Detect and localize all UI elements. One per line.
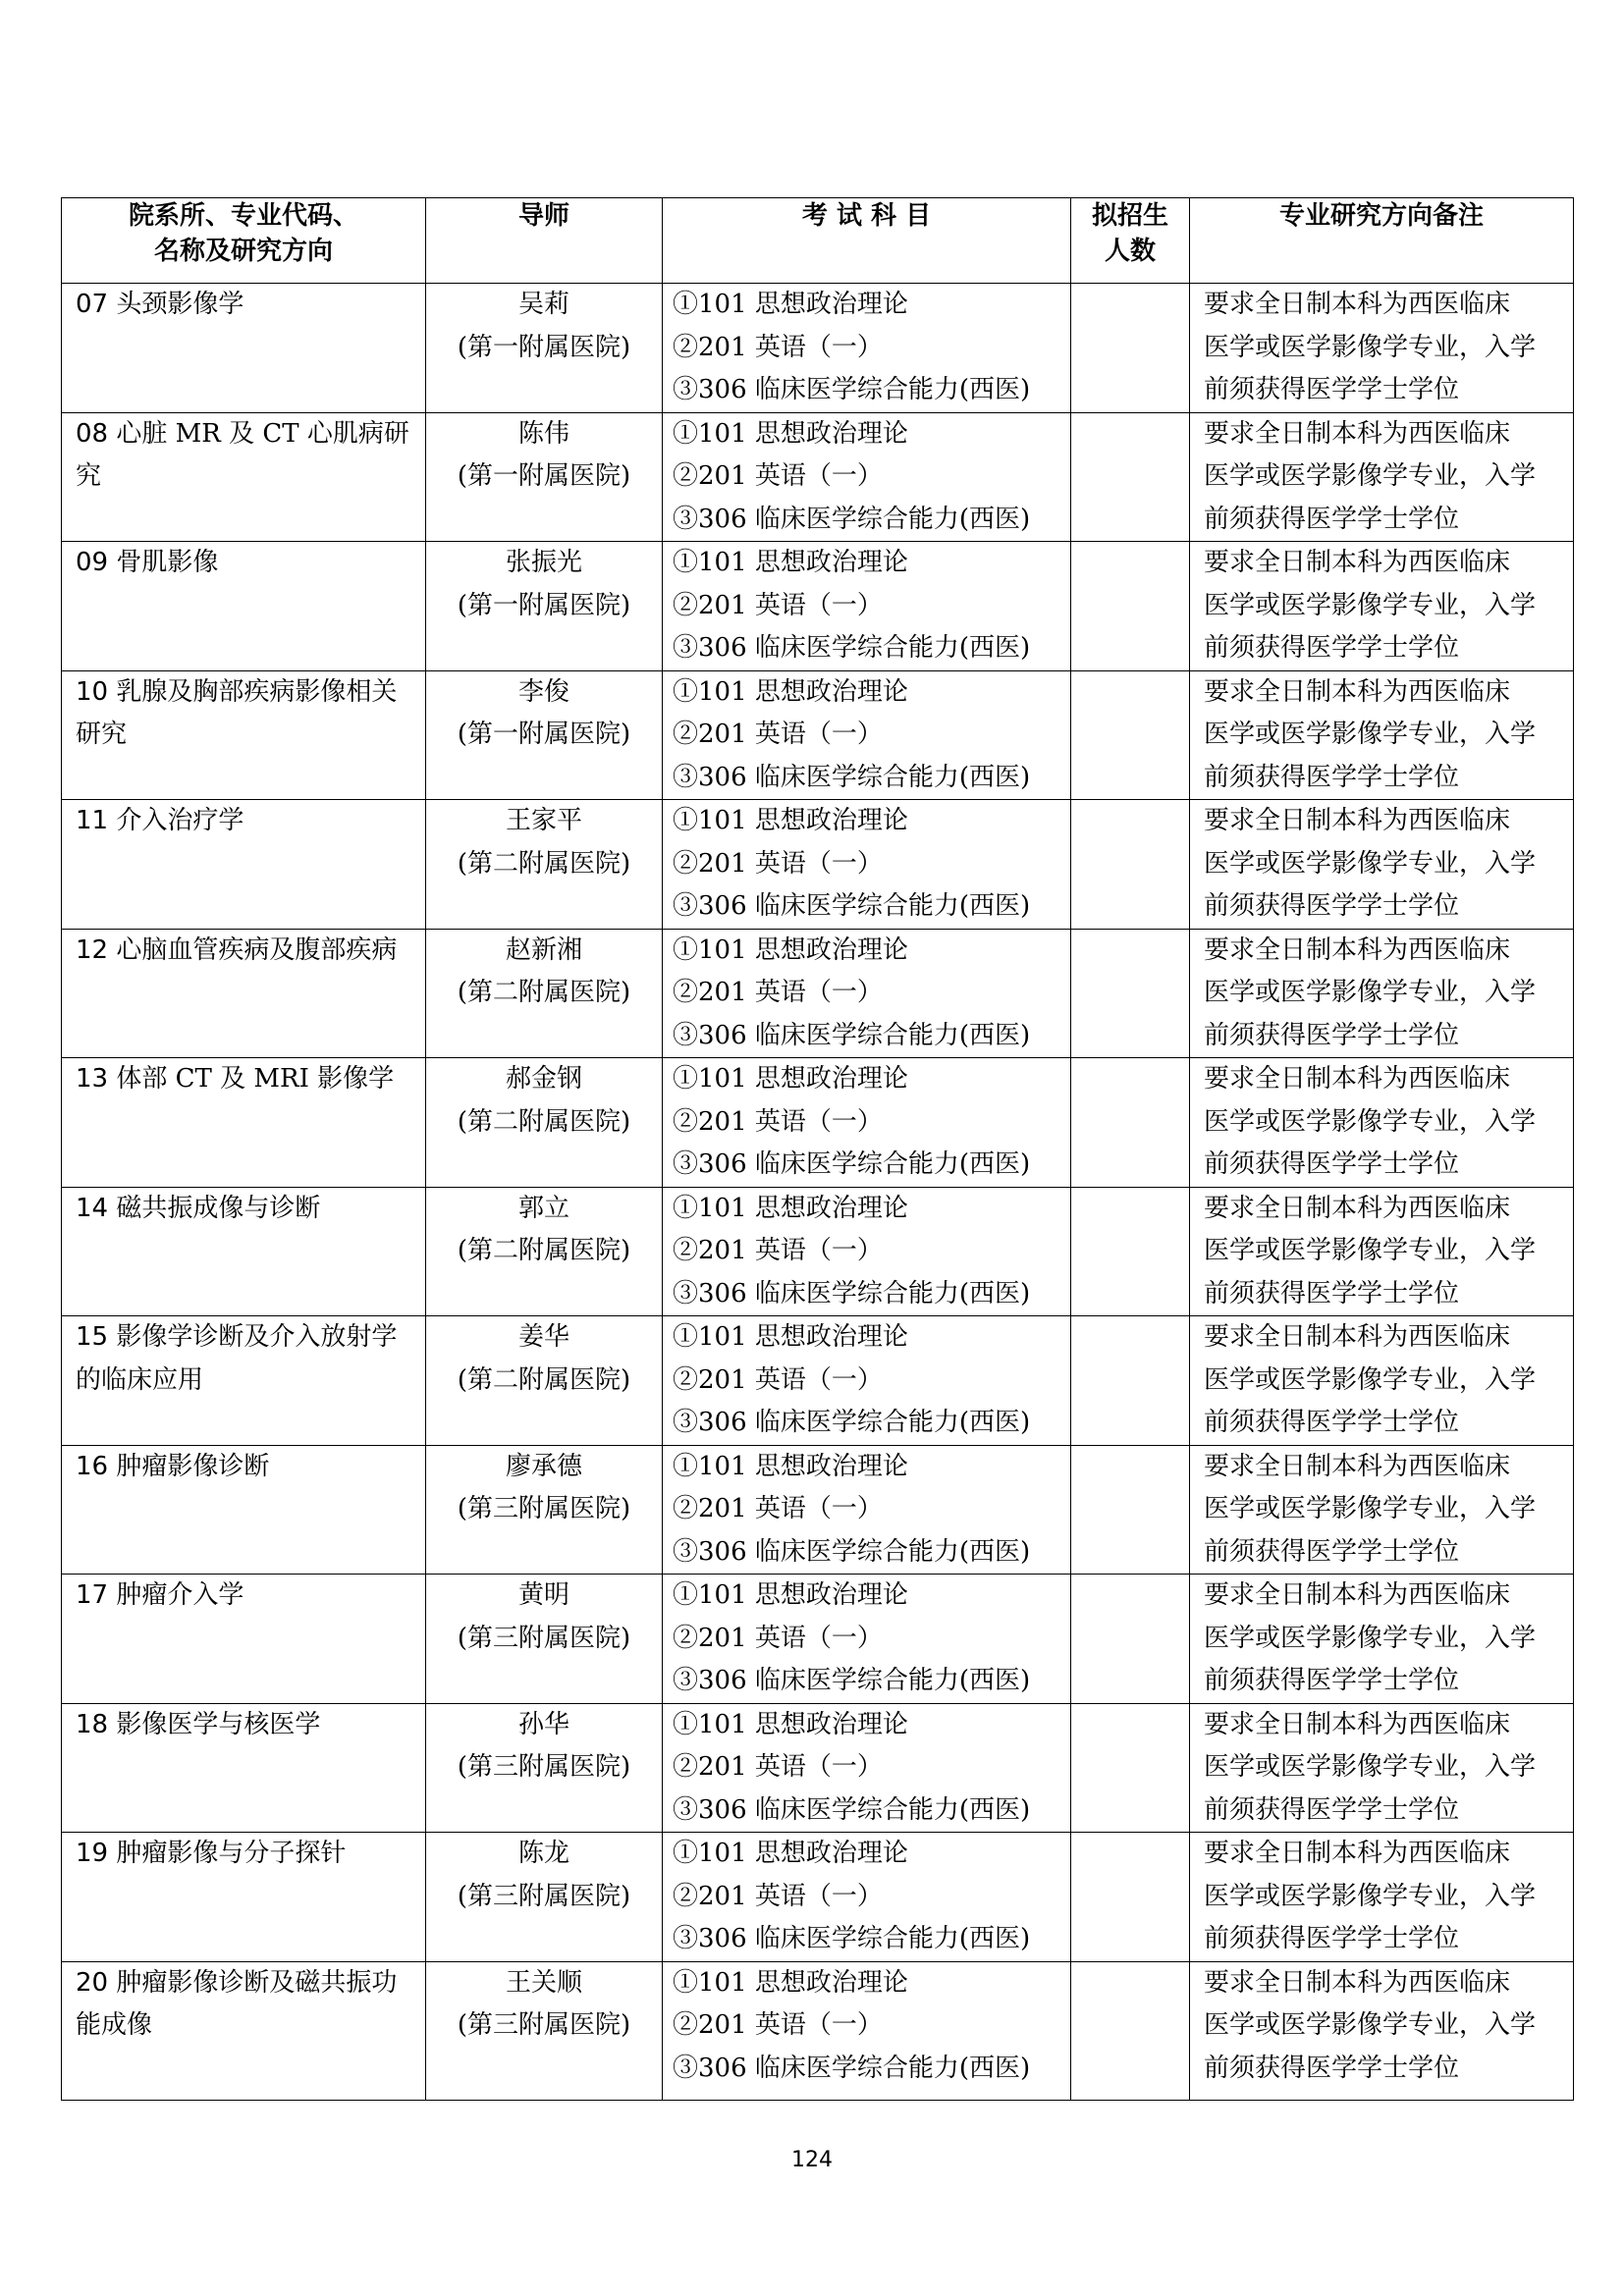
program-code: 18 xyxy=(76,1709,109,1739)
advisor-cell xyxy=(426,929,663,1058)
program-name: 头颈影像学 xyxy=(116,290,244,319)
note-line: 要求全日制本科为西医临床 xyxy=(1204,934,1511,965)
table-row xyxy=(62,1058,1574,1188)
program-name: 介入治疗学 xyxy=(116,806,244,835)
program-cell xyxy=(62,412,426,542)
note-line: 医学或医学影像学专业，入学 xyxy=(1204,1236,1537,1265)
exams-cell xyxy=(663,1575,1071,1704)
header-program xyxy=(62,198,426,284)
advisor-name: 王家平 xyxy=(505,806,582,835)
table-row xyxy=(62,542,1574,671)
advisor-name: 黄明 xyxy=(517,1580,569,1610)
exam-subject: ②201 英语（一） xyxy=(673,1752,883,1782)
note-line: 医学或医学影像学专业，入学 xyxy=(1204,2010,1537,2040)
advisor-name: 郝金钢 xyxy=(505,1064,582,1094)
exam-subject: ③306 临床医学综合能力(西医) xyxy=(673,1666,1031,1695)
exam-subject: ①101 思想政治理论 xyxy=(673,1064,908,1094)
notes-cell xyxy=(1190,542,1574,671)
note-line: 要求全日制本科为西医临床 xyxy=(1204,1580,1511,1610)
program-title xyxy=(76,800,415,843)
advisor-hospital: (第三附属医院) xyxy=(457,1494,631,1523)
note-line: 要求全日制本科为西医临床 xyxy=(1204,676,1511,707)
table-row xyxy=(62,1187,1574,1316)
exams-cell xyxy=(663,1316,1071,1446)
table-row xyxy=(62,284,1574,413)
notes-cell xyxy=(1190,284,1574,413)
advisor-name: 王关顺 xyxy=(505,1967,582,1998)
program-cell xyxy=(62,542,426,671)
exam-subject: ①101 思想政治理论 xyxy=(673,1580,908,1610)
note-line: 前须获得医学学士学位 xyxy=(1204,762,1460,792)
program-cell xyxy=(62,1316,426,1446)
exam-subject: ③306 临床医学综合能力(西医) xyxy=(673,1020,1031,1050)
exam-subject: ①101 思想政治理论 xyxy=(673,1193,908,1223)
advisor-hospital: (第一附属医院) xyxy=(457,461,631,491)
notes-cell xyxy=(1190,412,1574,542)
quota-cell xyxy=(1071,929,1190,1058)
exams-cell xyxy=(663,1187,1071,1316)
notes-cell xyxy=(1190,1961,1574,2101)
notes-cell xyxy=(1190,929,1574,1058)
exam-subject: ③306 临床医学综合能力(西医) xyxy=(673,1408,1031,1437)
advisor-cell xyxy=(426,1445,663,1575)
program-cell xyxy=(62,284,426,413)
note-line: 要求全日制本科为西医临床 xyxy=(1204,1193,1511,1223)
advisor-hospital: (第三附属医院) xyxy=(457,1623,631,1653)
table-row xyxy=(62,1316,1574,1446)
note-line: 前须获得医学学士学位 xyxy=(1204,1924,1460,1953)
advisor-hospital: (第二附属医院) xyxy=(457,848,631,879)
table-row xyxy=(62,800,1574,930)
advisor-cell xyxy=(426,1187,663,1316)
advisor-name: 吴莉 xyxy=(517,290,569,319)
quota-cell xyxy=(1071,670,1190,800)
quota-cell xyxy=(1071,284,1190,413)
quota-cell xyxy=(1071,1833,1190,1962)
note-line: 要求全日制本科为西医临床 xyxy=(1204,1451,1511,1481)
exam-subject: ①101 思想政治理论 xyxy=(673,934,908,965)
exam-subject: ③306 临床医学综合能力(西医) xyxy=(673,1149,1031,1179)
program-code: 16 xyxy=(76,1451,109,1481)
exams-cell xyxy=(663,670,1071,800)
note-line: 医学或医学影像学专业，入学 xyxy=(1204,720,1537,749)
table-header xyxy=(62,198,1574,284)
program-name: 肿瘤影像与分子探针 xyxy=(116,1839,347,1868)
quota-cell xyxy=(1071,1316,1190,1446)
program-code: 15 xyxy=(76,1322,109,1352)
advisor-cell xyxy=(426,284,663,413)
exam-subject: ③306 临床医学综合能力(西医) xyxy=(673,1278,1031,1308)
program-title xyxy=(76,930,415,973)
note-line: 要求全日制本科为西医临床 xyxy=(1204,418,1511,449)
notes-cell xyxy=(1190,670,1574,800)
exam-subject: ②201 英语（一） xyxy=(673,720,883,749)
note-line: 前须获得医学学士学位 xyxy=(1204,1794,1460,1825)
table-body xyxy=(62,284,1574,2101)
exam-subject: ②201 英语（一） xyxy=(673,1623,883,1653)
exams-cell xyxy=(663,412,1071,542)
advisor-cell xyxy=(426,800,663,930)
program-code: 20 xyxy=(76,1967,109,1998)
program-title xyxy=(76,284,415,327)
advisor-cell xyxy=(426,1575,663,1704)
exam-subject: ②201 英语（一） xyxy=(673,1494,883,1523)
advisor-name: 陈龙 xyxy=(517,1839,569,1868)
header-quota xyxy=(1071,198,1190,284)
program-cell xyxy=(62,1187,426,1316)
header-exams: 考 试 科 目 xyxy=(663,198,1071,284)
exam-subject: ①101 思想政治理论 xyxy=(673,548,908,577)
program-cell xyxy=(62,1961,426,2101)
notes-cell xyxy=(1190,1703,1574,1833)
page-number: 124 xyxy=(791,2148,833,2172)
program-cell xyxy=(62,1575,426,1704)
quota-cell xyxy=(1071,1703,1190,1833)
notes-cell xyxy=(1190,1058,1574,1188)
table-row xyxy=(62,1833,1574,1962)
header-quota-line1: 拟招生 xyxy=(1091,201,1168,231)
notes-cell xyxy=(1190,1575,1574,1704)
advisor-hospital: (第一附属医院) xyxy=(457,720,631,749)
table-row xyxy=(62,412,1574,542)
header-notes: 专业研究方向备注 xyxy=(1190,198,1574,284)
exam-subject: ①101 思想政治理论 xyxy=(673,1709,908,1739)
advisor-cell xyxy=(426,542,663,671)
exam-subject: ③306 临床医学综合能力(西医) xyxy=(673,1924,1031,1953)
table-row xyxy=(62,1445,1574,1575)
exams-cell xyxy=(663,800,1071,930)
program-cell xyxy=(62,1445,426,1575)
quota-cell xyxy=(1071,1058,1190,1188)
note-line: 前须获得医学学士学位 xyxy=(1204,1149,1460,1179)
notes-cell xyxy=(1190,1445,1574,1575)
program-name: 肿瘤影像诊断 xyxy=(116,1451,270,1481)
advisor-cell xyxy=(426,670,663,800)
note-line: 前须获得医学学士学位 xyxy=(1204,891,1460,921)
exam-subject: ③306 临床医学综合能力(西医) xyxy=(673,504,1031,534)
exams-cell xyxy=(663,1703,1071,1833)
exam-subject: ③306 临床医学综合能力(西医) xyxy=(673,891,1031,921)
exams-cell xyxy=(663,542,1071,671)
quota-cell xyxy=(1071,1575,1190,1704)
quota-cell xyxy=(1071,412,1190,542)
notes-cell xyxy=(1190,1187,1574,1316)
program-title xyxy=(76,542,415,585)
program-code: 12 xyxy=(76,934,109,965)
program-title xyxy=(76,1058,415,1101)
program-title xyxy=(76,1316,415,1402)
program-code: 08 xyxy=(76,418,109,449)
exams-cell xyxy=(663,1058,1071,1188)
quota-cell xyxy=(1071,1445,1190,1575)
note-line: 要求全日制本科为西医临床 xyxy=(1204,1709,1511,1739)
program-name: 影像学诊断及介入放射学的临床应用 xyxy=(76,1322,398,1395)
note-line: 医学或医学影像学专业，入学 xyxy=(1204,978,1537,1007)
program-catalog-table xyxy=(61,197,1574,2101)
exams-cell xyxy=(663,929,1071,1058)
exams-cell xyxy=(663,1961,1071,2101)
program-cell xyxy=(62,1703,426,1833)
note-line: 要求全日制本科为西医临床 xyxy=(1204,1839,1511,1868)
program-code: 19 xyxy=(76,1839,109,1868)
exam-subject: ①101 思想政治理论 xyxy=(673,290,908,319)
exam-subject: ①101 思想政治理论 xyxy=(673,1322,908,1352)
note-line: 要求全日制本科为西医临床 xyxy=(1204,290,1511,319)
note-line: 医学或医学影像学专业，入学 xyxy=(1204,332,1537,362)
program-cell xyxy=(62,800,426,930)
note-line: 前须获得医学学士学位 xyxy=(1204,1666,1460,1695)
program-title xyxy=(76,1446,415,1489)
table-row xyxy=(62,1575,1574,1704)
advisor-cell xyxy=(426,1961,663,2101)
program-code: 10 xyxy=(76,676,109,707)
exam-subject: ③306 临床医学综合能力(西医) xyxy=(673,2053,1031,2083)
program-title xyxy=(76,1962,415,2048)
program-name: 心脑血管疾病及腹部疾病 xyxy=(116,934,398,965)
program-cell xyxy=(62,1833,426,1962)
exam-subject: ②201 英语（一） xyxy=(673,978,883,1007)
table-row xyxy=(62,1961,1574,2101)
advisor-name: 廖承德 xyxy=(505,1451,582,1481)
note-line: 要求全日制本科为西医临床 xyxy=(1204,1967,1511,1998)
exam-subject: ①101 思想政治理论 xyxy=(673,806,908,835)
exam-subject: ③306 临床医学综合能力(西医) xyxy=(673,1536,1031,1567)
header-row xyxy=(62,198,1574,284)
advisor-cell xyxy=(426,1316,663,1446)
exam-subject: ①101 思想政治理论 xyxy=(673,1451,908,1481)
program-cell xyxy=(62,929,426,1058)
notes-cell xyxy=(1190,1316,1574,1446)
program-title xyxy=(76,1704,415,1747)
exams-cell xyxy=(663,1833,1071,1962)
program-name: 磁共振成像与诊断 xyxy=(116,1193,321,1223)
exam-subject: ②201 英语（一） xyxy=(673,590,883,620)
program-title xyxy=(76,1575,415,1618)
note-line: 要求全日制本科为西医临床 xyxy=(1204,806,1511,835)
advisor-hospital: (第二附属医院) xyxy=(457,1106,631,1137)
exams-cell xyxy=(663,1445,1071,1575)
quota-cell xyxy=(1071,1961,1190,2101)
advisor-hospital: (第一附属医院) xyxy=(457,332,631,362)
note-line: 医学或医学影像学专业，入学 xyxy=(1204,1364,1537,1395)
exam-subject: ②201 英语（一） xyxy=(673,1236,883,1265)
header-program-line1: 院系所、专业代码、 xyxy=(128,201,358,231)
advisor-name: 姜华 xyxy=(517,1322,569,1352)
exam-subject: ①101 思想政治理论 xyxy=(673,1839,908,1868)
table-row xyxy=(62,670,1574,800)
advisor-name: 郭立 xyxy=(517,1193,569,1223)
advisor-hospital: (第三附属医院) xyxy=(457,1752,631,1782)
note-line: 医学或医学影像学专业，入学 xyxy=(1204,848,1537,879)
exam-subject: ②201 英语（一） xyxy=(673,1106,883,1137)
quota-cell xyxy=(1071,800,1190,930)
exam-subject: ③306 临床医学综合能力(西医) xyxy=(673,1794,1031,1825)
exam-subject: ③306 临床医学综合能力(西医) xyxy=(673,375,1031,404)
program-name: 肿瘤影像诊断及磁共振功能成像 xyxy=(76,1967,398,2040)
note-line: 要求全日制本科为西医临床 xyxy=(1204,548,1511,577)
note-line: 医学或医学影像学专业，入学 xyxy=(1204,461,1537,491)
note-line: 前须获得医学学士学位 xyxy=(1204,1536,1460,1567)
advisor-hospital: (第三附属医院) xyxy=(457,1881,631,1911)
exam-subject: ③306 临床医学综合能力(西医) xyxy=(673,633,1031,663)
advisor-name: 赵新湘 xyxy=(505,934,582,965)
advisor-cell xyxy=(426,1058,663,1188)
note-line: 前须获得医学学士学位 xyxy=(1204,1278,1460,1308)
note-line: 要求全日制本科为西医临床 xyxy=(1204,1064,1511,1094)
quota-cell xyxy=(1071,1187,1190,1316)
exams-cell xyxy=(663,284,1071,413)
quota-cell xyxy=(1071,542,1190,671)
program-title xyxy=(76,671,415,757)
exam-subject: ③306 临床医学综合能力(西医) xyxy=(673,762,1031,792)
program-code: 11 xyxy=(76,806,109,835)
exam-subject: ②201 英语（一） xyxy=(673,1881,883,1911)
program-code: 17 xyxy=(76,1580,109,1610)
note-line: 要求全日制本科为西医临床 xyxy=(1204,1322,1511,1352)
advisor-name: 张振光 xyxy=(505,548,582,577)
advisor-cell xyxy=(426,412,663,542)
advisor-name: 陈伟 xyxy=(517,418,569,449)
note-line: 医学或医学影像学专业，入学 xyxy=(1204,1623,1537,1653)
program-name: 心脏 MR 及 CT 心肌病研究 xyxy=(76,418,409,491)
table-row xyxy=(62,1703,1574,1833)
program-cell xyxy=(62,1058,426,1188)
exam-subject: ②201 英语（一） xyxy=(673,2010,883,2040)
program-name: 影像医学与核医学 xyxy=(116,1709,321,1739)
notes-cell xyxy=(1190,800,1574,930)
exam-subject: ①101 思想政治理论 xyxy=(673,418,908,449)
advisor-hospital: (第三附属医院) xyxy=(457,2010,631,2040)
note-line: 医学或医学影像学专业，入学 xyxy=(1204,590,1537,620)
program-name: 肿瘤介入学 xyxy=(116,1580,244,1610)
advisor-cell xyxy=(426,1833,663,1962)
program-name: 乳腺及胸部疾病影像相关研究 xyxy=(76,676,398,749)
table-row xyxy=(62,929,1574,1058)
program-title xyxy=(76,1188,415,1231)
note-line: 医学或医学影像学专业，入学 xyxy=(1204,1752,1537,1782)
program-cell xyxy=(62,670,426,800)
exam-subject: ①101 思想政治理论 xyxy=(673,676,908,707)
notes-cell xyxy=(1190,1833,1574,1962)
advisor-name: 孙华 xyxy=(517,1709,569,1739)
header-advisor: 导师 xyxy=(426,198,663,284)
note-line: 医学或医学影像学专业，入学 xyxy=(1204,1494,1537,1523)
advisor-hospital: (第二附属医院) xyxy=(457,978,631,1007)
exam-subject: ①101 思想政治理论 xyxy=(673,1967,908,1998)
program-code: 09 xyxy=(76,548,109,577)
advisor-cell xyxy=(426,1703,663,1833)
advisor-hospital: (第二附属医院) xyxy=(457,1236,631,1265)
note-line: 医学或医学影像学专业，入学 xyxy=(1204,1881,1537,1911)
exam-subject: ②201 英语（一） xyxy=(673,1364,883,1395)
note-line: 前须获得医学学士学位 xyxy=(1204,2053,1460,2083)
note-line: 前须获得医学学士学位 xyxy=(1204,1408,1460,1437)
advisor-hospital: (第二附属医院) xyxy=(457,1364,631,1395)
exam-subject: ②201 英语（一） xyxy=(673,848,883,879)
advisor-name: 李俊 xyxy=(517,676,569,707)
program-title xyxy=(76,1833,415,1876)
program-code: 13 xyxy=(76,1064,109,1094)
exam-subject: ②201 英语（一） xyxy=(673,461,883,491)
note-line: 前须获得医学学士学位 xyxy=(1204,504,1460,534)
program-code: 14 xyxy=(76,1193,109,1223)
note-line: 前须获得医学学士学位 xyxy=(1204,633,1460,663)
advisor-hospital: (第一附属医院) xyxy=(457,590,631,620)
program-title xyxy=(76,413,415,499)
note-line: 前须获得医学学士学位 xyxy=(1204,1020,1460,1050)
note-line: 前须获得医学学士学位 xyxy=(1204,375,1460,404)
program-code: 07 xyxy=(76,290,109,319)
program-name: 体部 CT 及 MRI 影像学 xyxy=(116,1064,395,1094)
program-name: 骨肌影像 xyxy=(116,548,219,577)
exam-subject: ②201 英语（一） xyxy=(673,332,883,362)
note-line: 医学或医学影像学专业，入学 xyxy=(1204,1106,1537,1137)
header-quota-line2: 人数 xyxy=(1104,237,1156,266)
header-program-line2: 名称及研究方向 xyxy=(153,237,333,266)
